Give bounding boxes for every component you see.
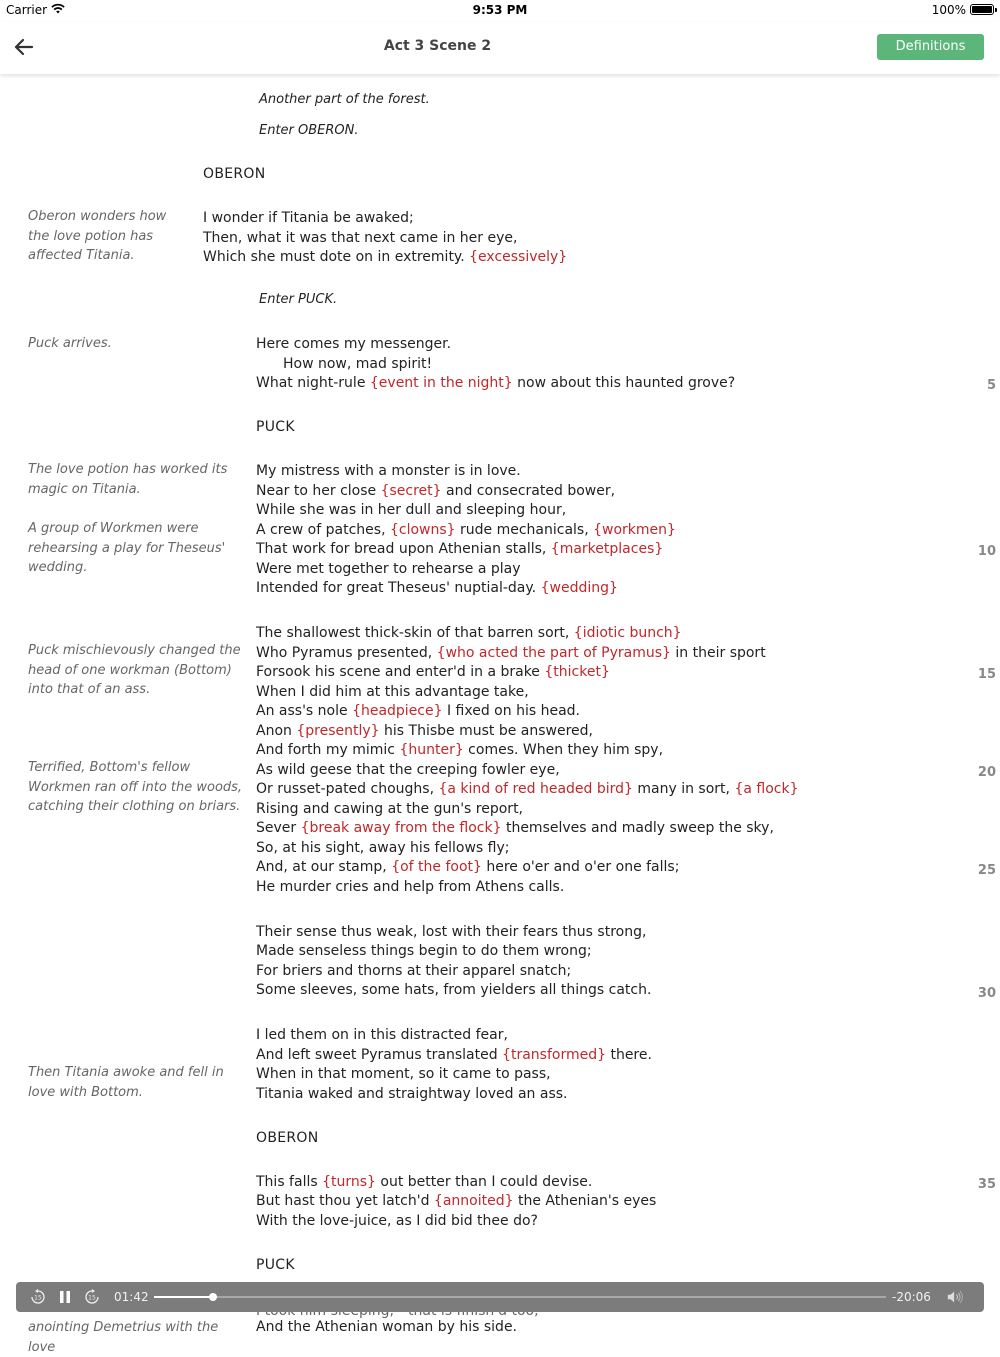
definition-gloss[interactable]: {transformed} [502,1047,606,1063]
script-line [256,1317,517,1337]
script-line [256,373,735,393]
battery-icon [970,4,994,15]
line-number: 10 [977,544,996,559]
script-line [283,354,432,374]
script-line [256,760,560,780]
script-line [256,1211,538,1231]
line-text: But hast thou yet latch'd [256,1193,434,1209]
line-text: I fixed on his head. [442,703,580,719]
line-text: When I did him at this advantage take, [256,684,529,700]
line-text: here o'er and o'er one falls; [481,859,680,875]
script-line [256,539,663,559]
definition-gloss[interactable]: {thicket} [544,664,610,680]
line-text: Here comes my messenger. [256,336,452,352]
forward-15-icon[interactable] [83,1288,101,1306]
script-line [256,941,592,961]
definition-gloss[interactable]: {a flock} [734,781,799,797]
line-text: Rising and cawing at the gun's report, [256,801,524,817]
line-number: 35 [977,1177,996,1192]
line-number: 25 [977,863,996,878]
script-line [256,1084,567,1104]
line-text: For briers and thorns at their apparel snatch; [256,963,572,979]
line-text: I led them on in this distracted fear, [256,1027,508,1043]
script-line [256,578,618,598]
line-text: Who Pyramus presented, [256,645,437,661]
line-number: 20 [977,765,996,780]
svg-text:15: 15 [34,1294,42,1302]
script-line [256,701,580,721]
script-line [256,922,646,942]
volume-icon[interactable] [946,1288,964,1306]
line-text: Their sense thus weak, lost with their fears thus strong, [256,924,647,940]
script-content[interactable] [0,74,1000,1355]
margin-note: anointing Demetrius with the love [28,1320,219,1355]
line-text: Anon [256,723,297,739]
definitions-button[interactable]: Definitions [877,34,984,60]
remaining-time: -20:06 [892,1290,931,1304]
line-text: My mistress with a monster is in love. [256,463,521,479]
line-number: 5 [986,378,996,393]
script-line [256,662,610,682]
definition-gloss[interactable]: {turns} [322,1174,376,1190]
line-text: Some sleeves, some hats, from yielders all things catch. [256,982,652,998]
line-text: This falls [256,1174,323,1190]
definition-gloss[interactable]: {annoited} [433,1193,514,1209]
script-line [256,334,451,354]
page-title: Act 3 Scene 2 [383,38,492,54]
line-text: Sever [256,820,301,836]
line-text: his Thisbe must be answered, [379,723,593,739]
definition-gloss[interactable]: {break away from the flock} [300,820,502,836]
margin-note: Puck mischievously changed the head of one workman (Bottom) into that of an ass. [28,643,241,698]
definition-gloss[interactable]: {event in the night} [369,375,513,391]
status-bar [0,0,1000,22]
script-line [256,520,676,540]
line-text: He murder cries and help from Athens calls. [256,879,565,895]
battery-percent: 100% [931,3,966,17]
rewind-15-icon[interactable] [29,1288,47,1306]
line-text: As wild geese that the creeping fowler eye, [256,762,560,778]
line-text: themselves and madly sweep the sky, [501,820,774,836]
line-text: now about this haunted grove? [512,375,736,391]
script-line [256,500,566,520]
margin-note: The love potion has worked its magic on Titania. [28,462,228,497]
script-line [203,228,517,248]
script-line [256,643,766,663]
line-text: and consecrated bower, [441,483,616,499]
line-text: Made senseless things begin to do them wrong; [256,943,592,959]
line-text: Titania waked and straightway loved an ass. [256,1086,568,1102]
margin-note: Terrified, Bottom's fellow Workmen ran off into the woods, catching their clothing on briars. [28,760,243,815]
script-line [256,481,615,501]
script-line [256,682,529,702]
audio-player [16,1282,984,1312]
script-line [256,818,774,838]
definition-gloss[interactable]: {hunter} [399,742,464,758]
definition-gloss[interactable]: {headpiece} [352,703,443,719]
line-text: When in that moment, so it came to pass, [256,1066,551,1082]
script-line [256,1064,551,1084]
line-text: Or russet-pated choughs, [256,781,439,797]
script-line [256,799,523,819]
line-text: in their sport [670,645,766,661]
margin-note: A group of Workmen were rehearsing a play for Theseus' wedding. [28,521,226,576]
elapsed-time: 01:42 [114,1290,149,1304]
line-text: And forth my mimic [256,742,400,758]
line-text: there. [606,1047,652,1063]
script-line [256,721,593,741]
script-line [256,1045,652,1065]
line-text: So, at his sight, away his fellows fly; [256,840,510,856]
line-text: And the Athenian woman by his side. [256,1319,518,1335]
line-text: comes. When they him spy, [463,742,664,758]
script-line [256,857,679,877]
line-text: And left sweet Pyramus translated [256,1047,503,1063]
definition-gloss[interactable]: {clowns} [389,522,456,538]
definition-gloss[interactable]: {idiotic bunch} [573,625,682,641]
progress-slider[interactable] [154,1296,886,1298]
margin-note: Oberon wonders how the love potion has affected Titania. [28,209,167,264]
script-line [203,208,414,228]
speaker-puck: PUCK [256,419,295,435]
pause-icon[interactable] [56,1288,74,1306]
script-line [256,461,521,481]
script-line [256,779,798,799]
definition-gloss[interactable]: {a kind of red headed bird} [438,781,633,797]
nav-bar [0,22,1000,74]
definition-gloss[interactable]: {excessively} [469,249,568,265]
line-text: And, at our stamp, [256,859,392,875]
definition-gloss[interactable]: {who acted the part of Pyramus} [436,645,671,661]
line-text: That work for bread upon Athenian stalls, [256,541,551,557]
stage-direction: Enter OBERON. [259,123,359,138]
line-text: How now, mad spirit! [283,356,433,372]
definition-gloss[interactable]: {of the foot} [391,859,482,875]
script-line [256,961,571,981]
line-text: An ass's nole [256,703,353,719]
progress-thumb[interactable] [209,1293,217,1301]
script-line [256,623,682,643]
definition-gloss[interactable]: {workmen} [593,522,676,538]
progress-fill [154,1296,213,1298]
script-line [256,740,663,760]
script-line [203,247,567,267]
line-text: A crew of patches, [256,522,390,538]
margin-note: Then Titania awoke and fell in love with Bottom. [28,1065,224,1100]
line-text: many in sort, [632,781,735,797]
clock: 9:53 PM [472,3,528,17]
line-number: 15 [977,667,996,682]
script-line [256,877,564,897]
line-text: Intended for great Theseus' nuptial-day. [256,580,541,596]
line-text: What night-rule [256,375,370,391]
line-number: 30 [977,986,996,1001]
definition-gloss[interactable]: {wedding} [540,580,618,596]
speaker-oberon: OBERON [203,166,266,182]
line-text: out better than I could devise. [375,1174,593,1190]
carrier-label: Carrier [6,3,48,17]
line-text: Forsook his scene and enter'd in a brake [256,664,545,680]
script-line [256,1172,592,1192]
speaker-puck: PUCK [256,1257,295,1273]
line-text: Near to her close [256,483,381,499]
speaker-oberon: OBERON [256,1130,319,1146]
script-line [256,1025,508,1045]
definition-gloss[interactable]: {marketplaces} [550,541,664,557]
script-line [256,559,521,579]
script-line [256,838,509,858]
script-line [256,1191,656,1211]
line-text: I wonder if Titania be awaked; [203,210,414,226]
line-text: the Athenian's eyes [513,1193,657,1209]
line-text: Then, what it was that next came in her eye, [203,230,518,246]
stage-direction: Enter PUCK. [259,292,338,307]
definition-gloss[interactable]: {secret} [380,483,442,499]
line-text: With the love-juice, as I did bid thee do? [256,1213,538,1229]
line-text: Were met together to rehearse a play [256,561,521,577]
margin-note: Puck arrives. [28,336,112,351]
line-text: rude mechanicals, [455,522,594,538]
line-text: Which she must dote on in extremity. [203,249,470,265]
script-line [256,980,651,1000]
stage-direction: Another part of the forest. [259,92,430,107]
line-text: The shallowest thick-skin of that barren sort, [256,625,574,641]
line-text: While she was in her dull and sleeping hour, [256,502,567,518]
svg-text:15: 15 [88,1294,96,1302]
definition-gloss[interactable]: {presently} [296,723,380,739]
